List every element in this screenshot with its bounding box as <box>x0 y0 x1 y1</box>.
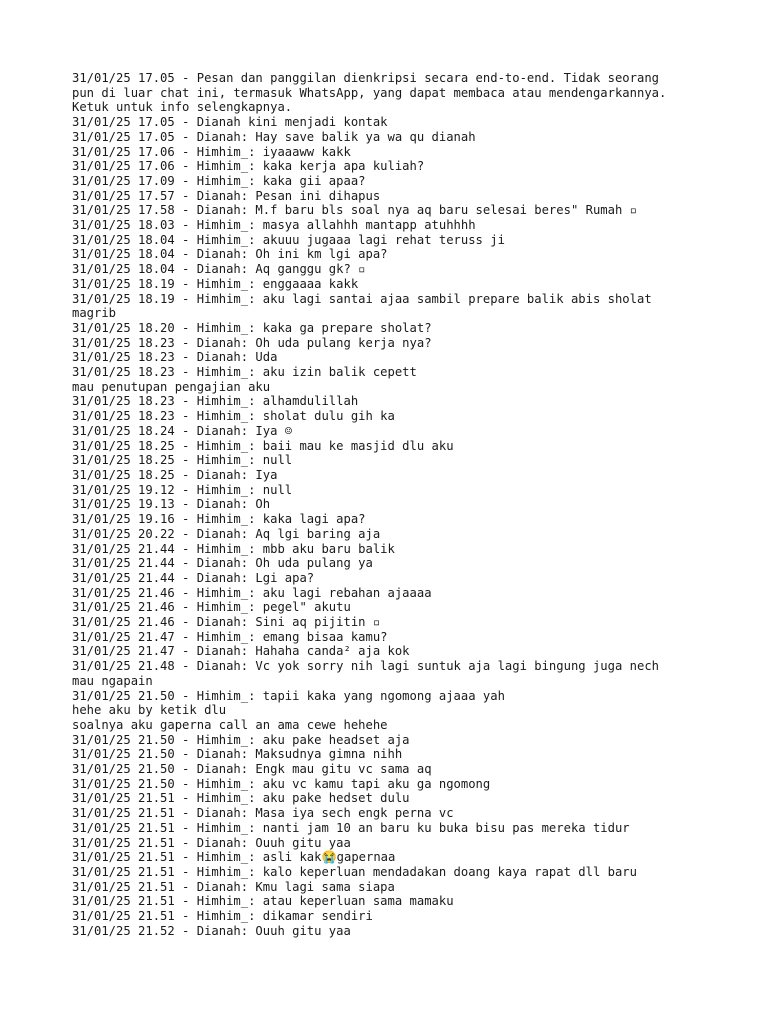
chat-line: 31/01/25 21.51 - Himhim_: aku pake hedset dulu <box>72 791 410 806</box>
chat-line: 31/01/25 18.04 - Himhim_: akuuu jugaaa lagi rehat teruss ji <box>72 232 505 247</box>
chat-line: 31/01/25 21.50 - Himhim_: tapii kaka yang ngomong ajaaa yah <box>72 688 505 703</box>
chat-line: 31/01/25 18.19 - Himhim_: aku lagi santai ajaa sambil prepare balik abis sholat <box>72 291 652 306</box>
chat-line: 31/01/25 21.51 - Dianah: Ouuh gitu yaa <box>72 835 351 850</box>
chat-line: 31/01/25 21.52 - Dianah: Ouuh gitu yaa <box>72 923 351 938</box>
chat-line: 31/01/25 18.23 - Himhim_: alhamdulillah <box>72 394 359 409</box>
chat-line: 31/01/25 21.46 - Dianah: Sini aq pijitin ▫ <box>72 615 381 630</box>
chat-line: 31/01/25 21.44 - Dianah: Oh uda pulang ya <box>72 556 373 571</box>
chat-line: mau penutupan pengajian aku <box>72 379 271 394</box>
chat-line: 31/01/25 18.03 - Himhim_: masya allahhh mantapp atuhhhh <box>72 218 476 233</box>
chat-line: magrib <box>72 306 117 321</box>
chat-line: 31/01/25 21.51 - Dianah: Kmu lagi sama siapa <box>72 879 395 894</box>
chat-line: 31/01/25 19.13 - Dianah: Oh <box>72 497 271 512</box>
chat-line: 31/01/25 17.05 - Dianah: Hay save balik ya wa qu dianah <box>72 129 476 144</box>
chat-line: 31/01/25 21.44 - Dianah: Lgi apa? <box>72 570 315 585</box>
chat-line: 31/01/25 17.06 - Himhim_: iyaaaww kakk <box>72 144 351 159</box>
chat-line: 31/01/25 18.23 - Dianah: Oh uda pulang kerja nya? <box>72 335 432 350</box>
chat-line: hehe aku by ketik dlu <box>72 703 227 718</box>
chat-line: 31/01/25 21.46 - Himhim_: pegel" akutu <box>72 600 351 615</box>
chat-export-document <box>72 71 712 938</box>
chat-line: 31/01/25 18.04 - Dianah: Aq ganggu gk? ▫ <box>72 262 366 277</box>
chat-line: 31/01/25 21.50 - Dianah: Maksudnya gimna nihh <box>72 747 403 762</box>
chat-line: 31/01/25 21.51 - Himhim_: kalo keperluan mendadakan doang kaya rapat dll baru <box>72 864 637 879</box>
chat-line: 31/01/25 18.25 - Dianah: Iya <box>72 467 278 482</box>
chat-line: 31/01/25 19.16 - Himhim_: kaka lagi apa? <box>72 512 366 527</box>
chat-line: 31/01/25 20.22 - Dianah: Aq lgi baring aja <box>72 526 381 541</box>
chat-line: Ketuk untuk info selengkapnya. <box>72 100 293 115</box>
chat-line: 31/01/25 21.44 - Himhim_: mbb aku baru balik <box>72 541 395 556</box>
chat-line: 31/01/25 21.47 - Himhim_: emang bisaa kamu? <box>72 629 388 644</box>
chat-line: 31/01/25 17.58 - Dianah: M.f baru bls soal nya aq baru selesai beres" Rumah ▫ <box>72 203 637 218</box>
chat-line: 31/01/25 19.12 - Himhim_: null <box>72 482 293 497</box>
chat-line: soalnya aku gaperna call an ama cewe hehehe <box>72 717 388 732</box>
chat-line: 31/01/25 17.05 - Dianah kini menjadi kontak <box>72 115 388 130</box>
chat-line: 31/01/25 17.05 - Pesan dan panggilan dienkripsi secara end-to-end. Tidak seorang <box>72 71 659 85</box>
chat-line: pun di luar chat ini, termasuk WhatsApp, yang dapat membaca atau mendengarkannya. <box>72 85 667 100</box>
chat-line: 31/01/25 18.23 - Himhim_: aku izin balik cepett <box>72 365 417 380</box>
chat-line: 31/01/25 18.19 - Himhim_: enggaaaa kakk <box>72 276 359 291</box>
chat-line: 31/01/25 21.48 - Dianah: Vc yok sorry nih lagi suntuk aja lagi bingung juga nech <box>72 659 659 674</box>
chat-line: 31/01/25 17.09 - Himhim_: kaka gii apaa? <box>72 173 366 188</box>
chat-line: 31/01/25 21.50 - Himhim_: aku vc kamu tapi aku ga ngomong <box>72 776 491 791</box>
chat-line: 31/01/25 21.51 - Himhim_: asli kak😭gapernaa <box>72 850 396 865</box>
chat-line: 31/01/25 18.20 - Himhim_: kaka ga prepare sholat? <box>72 320 432 335</box>
chat-line: 31/01/25 21.51 - Himhim_: dikamar sendiri <box>72 909 373 924</box>
chat-line: 31/01/25 21.46 - Himhim_: aku lagi rebahan ajaaaa <box>72 585 432 600</box>
chat-line: 31/01/25 21.50 - Dianah: Engk mau gitu vc sama aq <box>72 762 432 777</box>
chat-line: 31/01/25 18.04 - Dianah: Oh ini km lgi apa? <box>72 247 388 262</box>
chat-line: 31/01/25 18.24 - Dianah: Iya ☺ <box>72 423 293 438</box>
chat-line: 31/01/25 18.23 - Himhim_: sholat dulu gih ka <box>72 409 395 424</box>
chat-line: mau ngapain <box>72 673 153 688</box>
chat-line: 31/01/25 18.25 - Himhim_: null <box>72 453 293 468</box>
chat-line: 31/01/25 21.47 - Dianah: Hahaha canda² aja kok <box>72 644 410 659</box>
chat-line: 31/01/25 17.06 - Himhim_: kaka kerja apa kuliah? <box>72 159 425 174</box>
chat-line: 31/01/25 21.51 - Dianah: Masa iya sech engk perna vc <box>72 806 454 821</box>
chat-line: 31/01/25 18.25 - Himhim_: baii mau ke masjid dlu aku <box>72 438 454 453</box>
chat-line: 31/01/25 18.23 - Dianah: Uda <box>72 350 278 365</box>
chat-line: 31/01/25 21.51 - Himhim_: nanti jam 10 an baru ku buka bisu pas mereka tidur <box>72 820 630 835</box>
chat-line: 31/01/25 17.57 - Dianah: Pesan ini dihapus <box>72 188 381 203</box>
chat-line: 31/01/25 21.51 - Himhim_: atau keperluan sama mamaku <box>72 894 454 909</box>
chat-line: 31/01/25 21.50 - Himhim_: aku pake headset aja <box>72 732 410 747</box>
